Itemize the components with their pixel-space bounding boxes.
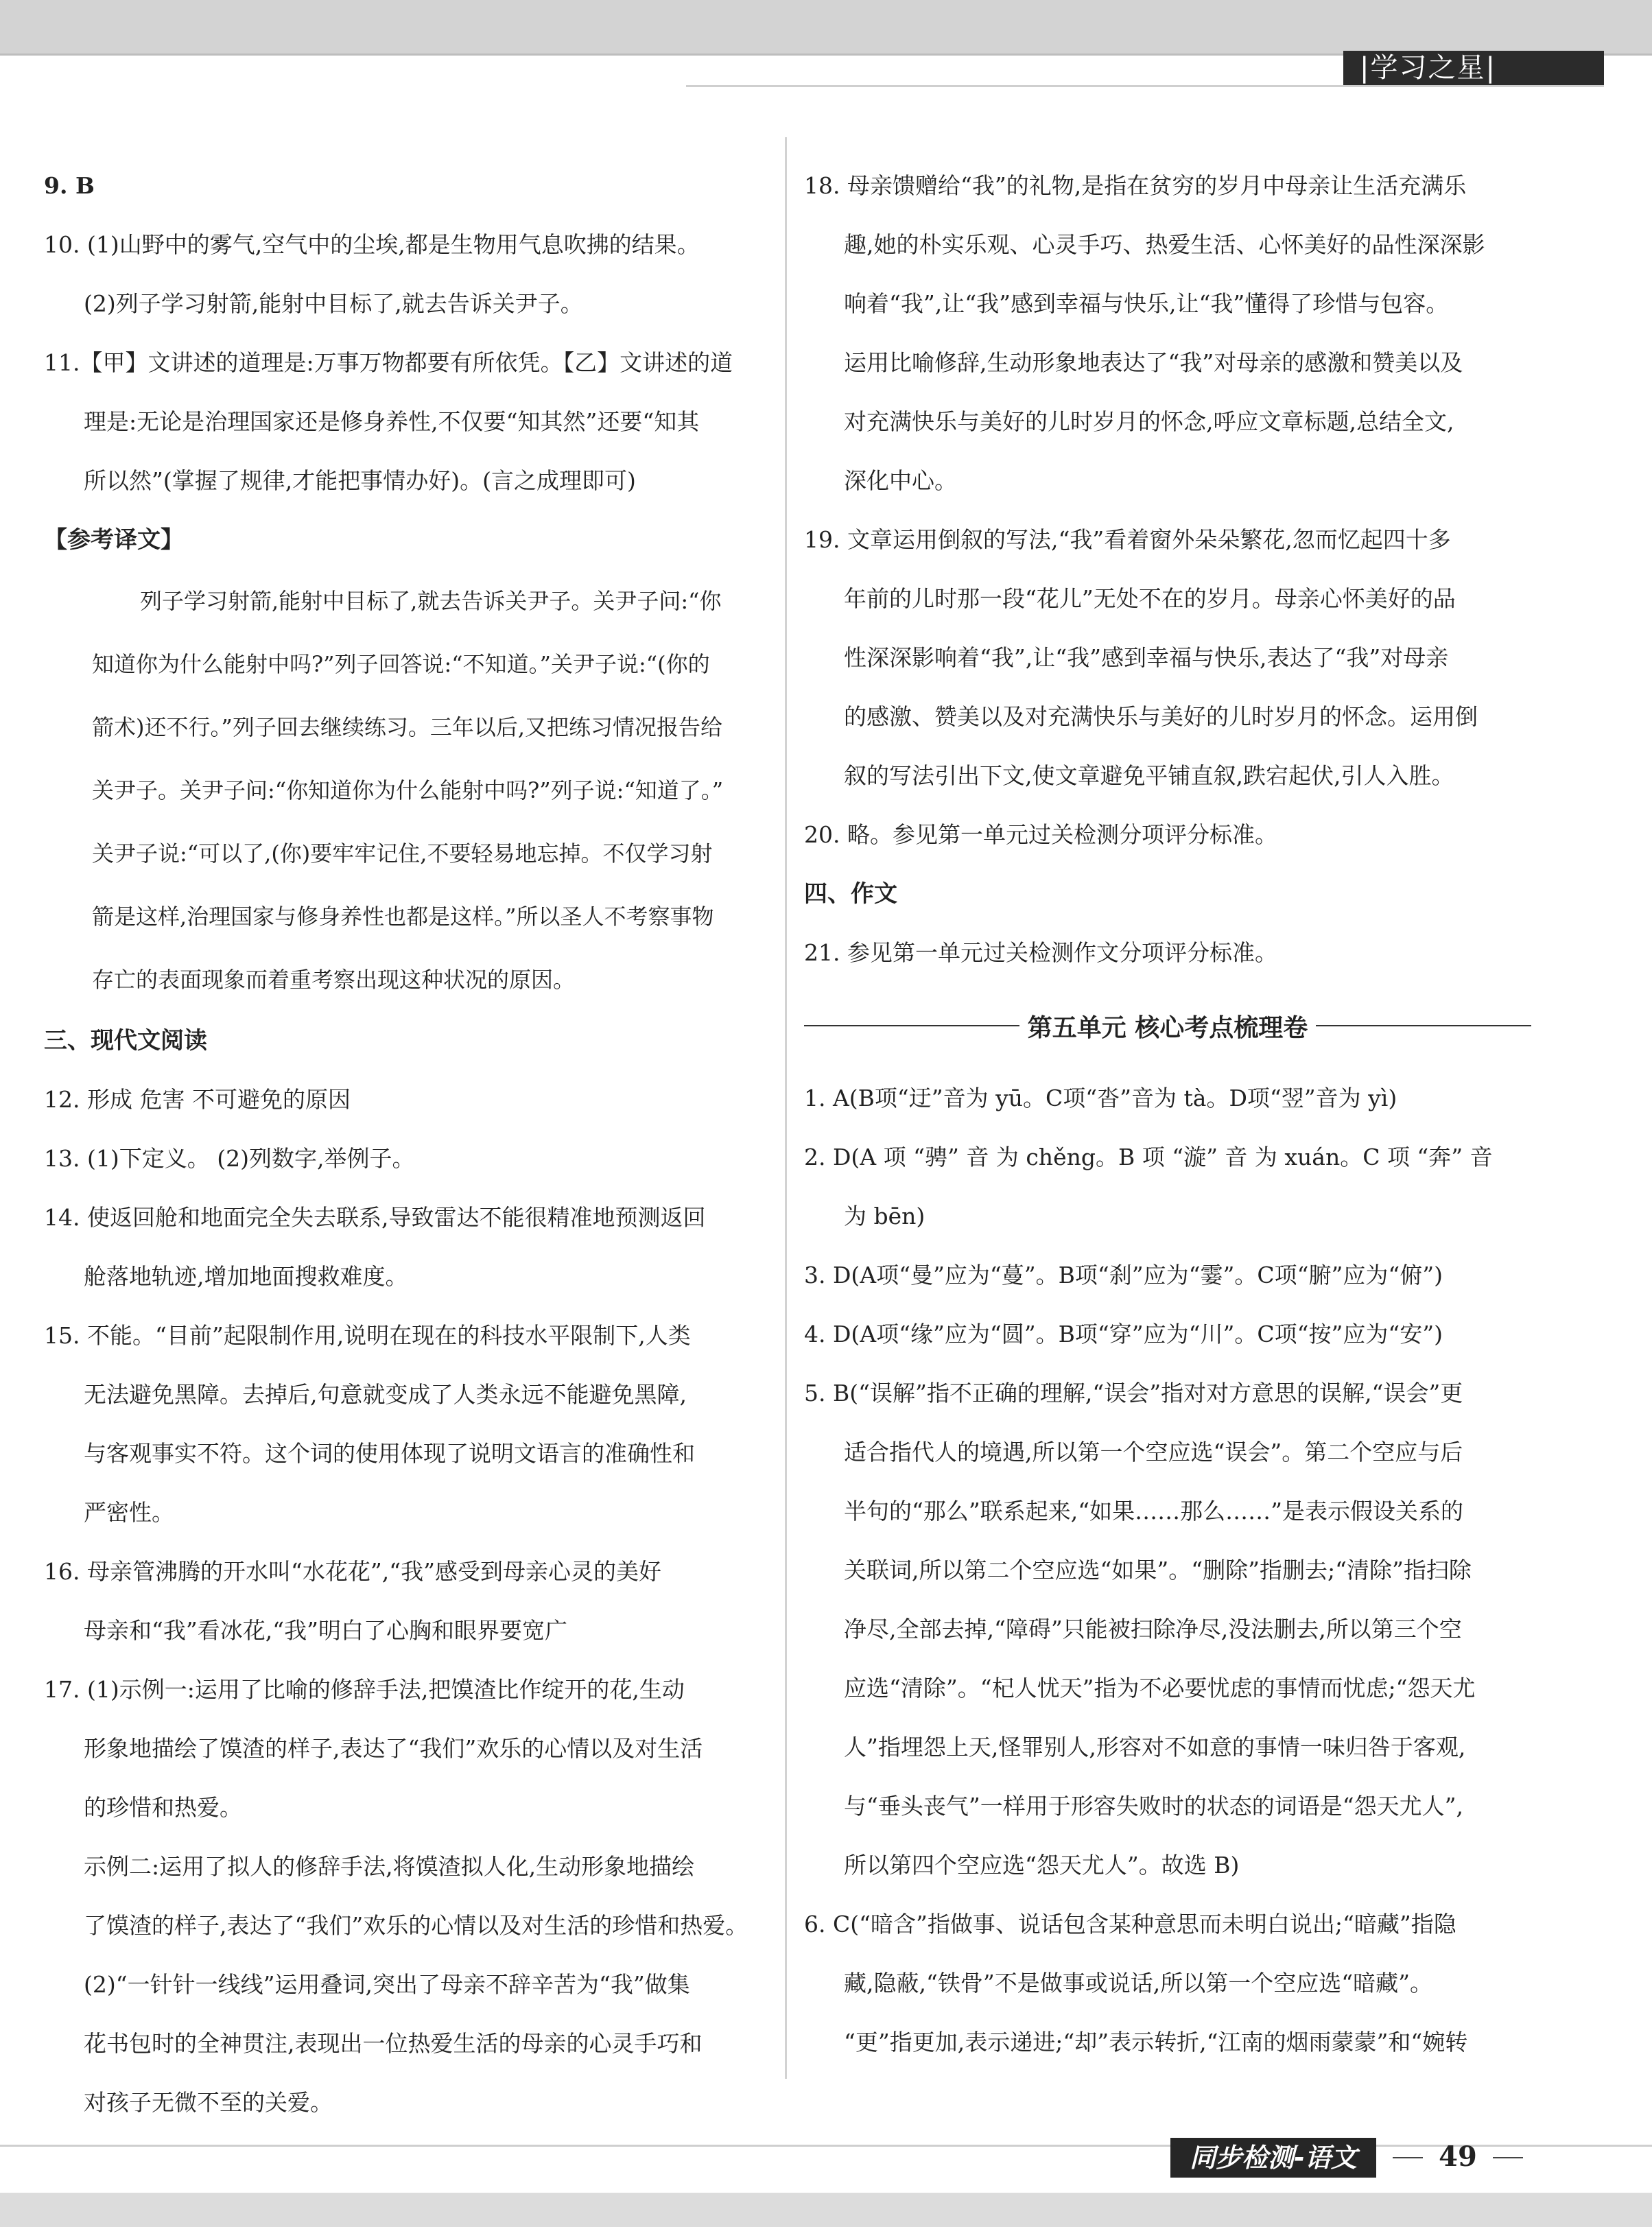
unit-title-rule-right bbox=[1316, 1025, 1531, 1026]
unit-answer-3: 3. D(A项“曼”应为“蔓”。B项“刹”应为“霎”。C项“腑”应为“俯”) bbox=[804, 1262, 1443, 1288]
footer-subject-tag: 同步检测-语文 bbox=[1170, 2138, 1376, 2178]
answer-11-line-2: 理是:无论是治理国家还是修身养性,不仅要“知其然”还要“知其 bbox=[84, 408, 700, 435]
unit-answer-4: 4. D(A项“缘”应为“圆”。B项“穿”应为“川”。C项“按”应为“安”) bbox=[804, 1321, 1443, 1347]
answer-9: 9. B bbox=[44, 172, 95, 199]
unit-answer-5-line-7: 人”指埋怨上天,怪罪别人,形容对不如意的事情一味归咎于客观, bbox=[844, 1734, 1466, 1760]
unit-title bbox=[804, 996, 1531, 1055]
answer-20: 20. 略。参见第一单元过关检测分项评分标准。 bbox=[804, 821, 1277, 848]
answer-12: 12. 形成 危害 不可避免的原因 bbox=[44, 1086, 351, 1113]
answer-15-line-2: 无法避免黑障。去掉后,句意就变成了人类永远不能避免黑障, bbox=[84, 1381, 687, 1408]
unit-title-rule-left bbox=[804, 1025, 1019, 1026]
unit-answer-5-line-2: 适合指代人的境遇,所以第一个空应选“误会”。第二个空应与后 bbox=[844, 1439, 1463, 1465]
column-divider bbox=[785, 137, 787, 2079]
unit-answer-5-line-8: 与“垂头丧气”一样用于形容失败时的状态的词语是“怨天尤人”, bbox=[844, 1793, 1463, 1819]
unit-answer-6-line-3: “更”指更加,表示递进;“却”表示转折,“江南的烟雨蒙蒙”和“婉转 bbox=[844, 2029, 1468, 2055]
unit-title-text: 第五单元 核心考点梳理卷 bbox=[1027, 1013, 1308, 1042]
unit-answer-5-line-4: 关联词,所以第二个空应选“如果”。“删除”指删去;“清除”指扫除 bbox=[844, 1557, 1472, 1583]
answer-19-line-4: 的感激、赞美以及对充满快乐与美好的儿时岁月的怀念。运用倒 bbox=[844, 703, 1478, 730]
reference-translation-heading: 【参考译文】 bbox=[44, 526, 184, 554]
answer-16-line-2: 母亲和“我”看冰花,“我”明白了心胸和眼界要宽广 bbox=[84, 1617, 567, 1644]
answer-13: 13. (1)下定义。 (2)列数字,举例子。 bbox=[44, 1145, 415, 1172]
answer-21: 21. 参见第一单元过关检测作文分项评分标准。 bbox=[804, 939, 1277, 966]
translation-line-4: 关尹子。关尹子问:“你知道你为什么能射中吗?”列子说:“知道了。” bbox=[92, 777, 724, 803]
answer-17-line-4: 示例二:运用了拟人的修辞手法,将馍渣拟人化,生动形象地描绘 bbox=[84, 1853, 695, 1880]
answer-16-line-1: 16. 母亲管沸腾的开水叫“水花花”,“我”感受到母亲心灵的美好 bbox=[44, 1558, 661, 1585]
unit-answer-2-line-1: 2. D(A 项 “骋” 音 为 chěng。B 项 “漩” 音 为 xuán。C 项 “奔” 音 bbox=[804, 1144, 1493, 1170]
unit-answer-2-line-2: 为 bēn) bbox=[844, 1203, 925, 1229]
unit-answer-5-line-1: 5. B(“误解”指不正确的理解,“误会”指对对方意思的误解,“误会”更 bbox=[804, 1380, 1463, 1406]
unit-answer-5-line-3: 半句的“那么”联系起来,“如果……那么……”是表示假设关系的 bbox=[844, 1498, 1463, 1524]
brand-rule bbox=[686, 85, 1604, 87]
answer-18-line-5: 对充满快乐与美好的儿时岁月的怀念,呼应文章标题,总结全文, bbox=[844, 408, 1454, 435]
unit-answer-1: 1. A(B项“迂”音为 yū。C项“沓”音为 tà。D项“翌”音为 yì) bbox=[804, 1085, 1397, 1111]
answer-11-line-1: 11.【甲】文讲述的道理是:万事万物都要有所依凭。【乙】文讲述的道 bbox=[44, 349, 733, 376]
unit-answer-6-line-2: 藏,隐蔽,“铁骨”不是做事或说话,所以第一个空应选“暗藏”。 bbox=[844, 1970, 1432, 1996]
answer-18-line-6: 深化中心。 bbox=[844, 467, 957, 494]
section-3-heading: 三、现代文阅读 bbox=[44, 1027, 207, 1054]
translation-line-1: 列子学习射箭,能射中目标了,就去告诉关尹子。关尹子问:“你 bbox=[140, 588, 722, 614]
answer-17-line-3: 的珍惜和热爱。 bbox=[84, 1794, 242, 1821]
answer-15-line-1: 15. 不能。“目前”起限制作用,说明在现在的科技水平限制下,人类 bbox=[44, 1322, 691, 1349]
answer-19-line-1: 19. 文章运用倒叙的写法,“我”看着窗外朵朵繁花,忽而忆起四十多 bbox=[804, 526, 1451, 553]
unit-answer-5-line-6: 应选“清除”。“杞人忧天”指为不必要忧虑的事情而忧虑;“怨天尤 bbox=[844, 1675, 1476, 1701]
answer-15-line-4: 严密性。 bbox=[84, 1499, 174, 1526]
page-number: 49 bbox=[1386, 2136, 1530, 2178]
answer-10-line-2: (2)列子学习射箭,能射中目标了,就去告诉关尹子。 bbox=[84, 290, 583, 317]
answer-15-line-3: 与客观事实不符。这个词的使用体现了说明文语言的准确性和 bbox=[84, 1440, 695, 1467]
bottom-bar bbox=[0, 2193, 1652, 2227]
answer-10-line-1: 10. (1)山野中的雾气,空气中的尘埃,都是生物用气息吹拂的结果。 bbox=[44, 231, 700, 258]
answer-17-line-6: (2)“一针针一线线”运用叠词,突出了母亲不辞辛苦为“我”做集 bbox=[84, 1971, 690, 1998]
answer-14-line-1: 14. 使返回舱和地面完全失去联系,导致雷达不能很精准地预测返回 bbox=[44, 1204, 706, 1231]
answer-17-line-1: 17. (1)示例一:运用了比喻的修辞手法,把馍渣比作绽开的花,生动 bbox=[44, 1676, 685, 1703]
answer-17-line-5: 了馍渣的样子,表达了“我们”欢乐的心情以及对生活的珍惜和热爱。 bbox=[84, 1912, 748, 1939]
translation-line-5: 关尹子说:“可以了,(你)要牢牢记住,不要轻易地忘掉。不仅学习射 bbox=[92, 840, 713, 867]
translation-line-2: 知道你为什么能射中吗?”列子回答说:“不知道。”关尹子说:“(你的 bbox=[92, 651, 710, 677]
top-bar bbox=[0, 0, 1652, 54]
answer-17-line-7: 花书包时的全神贯注,表现出一位热爱生活的母亲的心灵手巧和 bbox=[84, 2030, 703, 2057]
unit-answer-5-line-5: 净尽,全部去掉,“障碍”只能被扫除净尽,没法删去,所以第三个空 bbox=[844, 1616, 1462, 1642]
translation-line-6: 箭是这样,治理国家与修身养性也都是这样。”所以圣人不考察事物 bbox=[92, 904, 714, 930]
answer-17-line-8: 对孩子无微不至的关爱。 bbox=[84, 2089, 333, 2116]
answer-18-line-2: 趣,她的朴实乐观、心灵手巧、热爱生活、心怀美好的品性深深影 bbox=[844, 231, 1485, 258]
answer-11-line-3: 所以然”(掌握了规律,才能把事情办好)。(言之成理即可) bbox=[84, 467, 636, 494]
unit-answer-5-line-9: 所以第四个空应选“怨天尤人”。故选 B) bbox=[844, 1852, 1240, 1878]
answer-17-line-2: 形象地描绘了馍渣的样子,表达了“我们”欢乐的心情以及对生活 bbox=[84, 1735, 703, 1762]
answer-19-line-3: 性深深影响着“我”,让“我”感到幸福与快乐,表达了“我”对母亲 bbox=[844, 644, 1449, 671]
section-4-heading: 四、作文 bbox=[804, 880, 897, 908]
answer-14-line-2: 舱落地轨迹,增加地面搜救难度。 bbox=[84, 1263, 408, 1290]
answer-18-line-3: 响着“我”,让“我”感到幸福与快乐,让“我”懂得了珍惜与包容。 bbox=[844, 290, 1449, 317]
translation-line-7: 存亡的表面现象而着重考察出现这种状况的原因。 bbox=[92, 967, 576, 993]
answer-19-line-2: 年前的儿时那一段“花儿”无处不在的岁月。母亲心怀美好的品 bbox=[844, 585, 1456, 612]
answer-19-line-5: 叙的写法引出下文,使文章避免平铺直叙,跌宕起伏,引人入胜。 bbox=[844, 762, 1454, 789]
answer-18-line-4: 运用比喻修辞,生动形象地表达了“我”对母亲的感激和赞美以及 bbox=[844, 349, 1463, 376]
brand-tag: |学习之星| bbox=[1343, 51, 1604, 85]
translation-line-3: 箭术)还不行。”列子回去继续练习。三年以后,又把练习情况报告给 bbox=[92, 714, 723, 740]
answer-18-line-1: 18. 母亲馈赠给“我”的礼物,是指在贫穷的岁月中母亲让生活充满乐 bbox=[804, 172, 1467, 199]
unit-answer-6-line-1: 6. C(“暗含”指做事、说话包含某种意思而未明白说出;“暗藏”指隐 bbox=[804, 1911, 1456, 1937]
right-column bbox=[804, 156, 1531, 2072]
left-column bbox=[44, 156, 768, 2132]
